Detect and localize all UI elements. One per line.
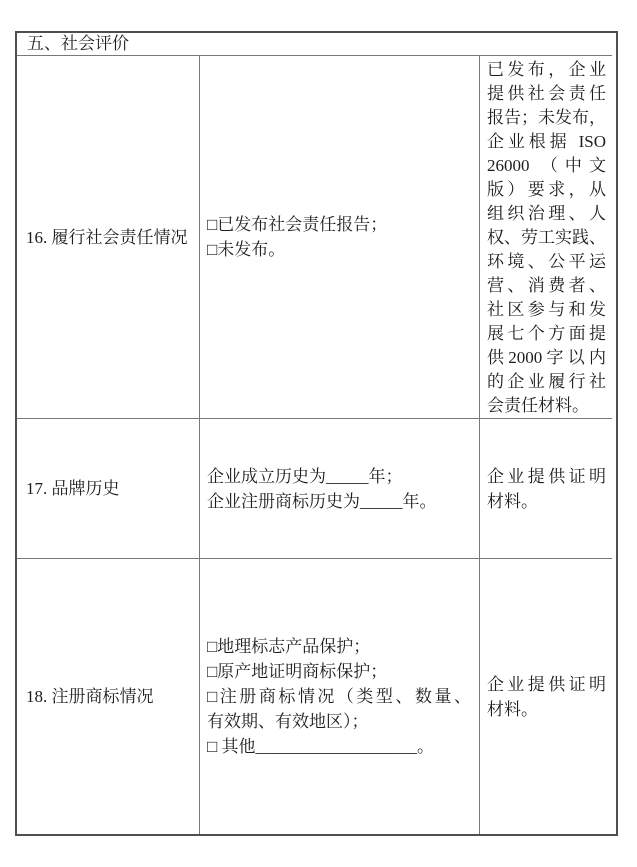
section-header-cell bbox=[17, 33, 612, 56]
item-17-label: 17. 品牌历史 bbox=[26, 479, 120, 498]
checkbox-other-blank-option: □ 其他___________________。 bbox=[207, 737, 435, 756]
materials-17-line: 材料。 bbox=[487, 491, 538, 511]
materials-16-line: 组织治理、人 bbox=[487, 204, 606, 223]
checkbox-not-published-option: □未发布。 bbox=[207, 240, 286, 259]
trademark-history-blank-line: 企业注册商标历史为_____年。 bbox=[207, 491, 437, 511]
materials-16-line: 展七个方面提 bbox=[487, 324, 606, 343]
item-16-label-cell bbox=[17, 56, 200, 419]
checkbox-origin-cert-trademark-option: □原产地证明商标保护； bbox=[207, 662, 388, 681]
materials-16-line: 权、劳工实践、 bbox=[487, 228, 606, 247]
materials-18-line: 材料。 bbox=[487, 699, 538, 719]
materials-16-line: 供2000字以内 bbox=[487, 348, 606, 367]
item-18-criteria-cell bbox=[200, 559, 480, 834]
materials-16-line: 的企业履行社 bbox=[487, 372, 606, 391]
item-18-label-cell bbox=[17, 559, 200, 834]
item-17-criteria-cell bbox=[200, 419, 480, 559]
checkbox-registered-trademark-option-line2: 有效期、有效地区）； bbox=[207, 712, 369, 731]
section-title: 五、社会评价 bbox=[27, 34, 129, 53]
materials-16-line: 提供社会责任 bbox=[487, 84, 606, 103]
materials-16-line: 报告；未发布， bbox=[487, 108, 606, 127]
materials-18-line: 企业提供证明 bbox=[487, 674, 606, 694]
materials-17-line: 企业提供证明 bbox=[487, 466, 606, 486]
item-18-label: 18. 注册商标情况 bbox=[26, 687, 154, 706]
item-17-label-cell bbox=[17, 419, 200, 559]
materials-16-line: 环境、公平运 bbox=[487, 252, 606, 271]
materials-16-line: 已发布，企业 bbox=[487, 60, 606, 79]
materials-16-line: 社区参与和发 bbox=[487, 300, 606, 319]
materials-16-line: 会责任材料。 bbox=[487, 396, 589, 415]
item-16-criteria-cell bbox=[200, 56, 480, 419]
founding-history-blank-line: 企业成立历史为_____年； bbox=[207, 466, 403, 486]
item-17-materials-cell bbox=[480, 419, 612, 559]
materials-16-line: 26000 （中文 bbox=[487, 156, 606, 175]
checkbox-gi-product-protection-option: □地理标志产品保护； bbox=[207, 637, 371, 656]
social-evaluation-table bbox=[15, 31, 618, 836]
materials-16-line: 营、消费者、 bbox=[487, 276, 606, 295]
item-16-materials-cell bbox=[480, 56, 612, 419]
item-16-label: 16. 履行社会责任情况 bbox=[26, 227, 188, 247]
materials-16-line: 版）要求，从 bbox=[487, 180, 606, 199]
checkbox-published-report-option: □已发布社会责任报告； bbox=[207, 215, 388, 234]
checkbox-registered-trademark-option-line1: □注册商标情况（类型、数量、 bbox=[207, 687, 471, 706]
materials-16-line: 企业根据 ISO bbox=[487, 132, 606, 151]
item-18-materials-cell bbox=[480, 559, 612, 834]
